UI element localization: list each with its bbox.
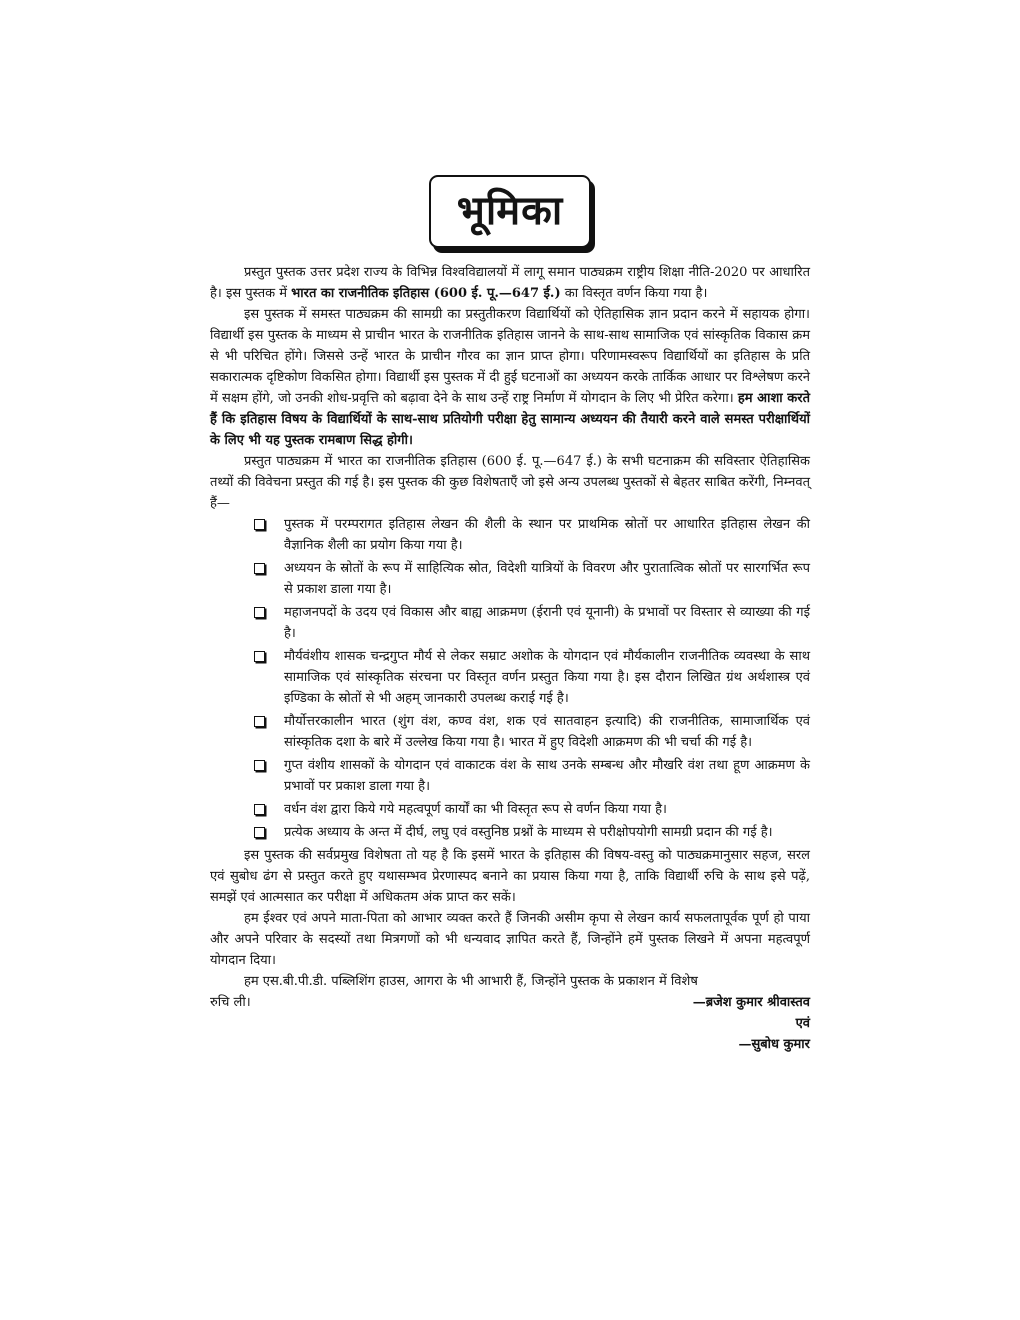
list-item: [284, 755, 810, 797]
closing-line-1: हम एस.बी.पी.डी. पब्लिशिंग हाउस, आगरा के भी आभारी हैं, जिन्होंने पुस्तक के प्रकाशन में विशेष: [244, 974, 698, 989]
conjunction-text: एवं: [795, 1016, 810, 1031]
list-item-text: वर्धन वंश द्वारा किये गये महत्वपूर्ण कार्यों का भी विस्तृत रूप से वर्णन किया गया है।: [284, 802, 667, 817]
list-item: [284, 514, 810, 556]
paragraph-5: हम ईश्वर एवं अपने माता-पिता को आभार व्यक्त करते हैं जिनकी असीम कृपा से लेखन कार्य सफलतापूर्वक पूर्ण हो पाया और अपने परिवार के सदस्यों तथा मित्रगणों को भी धन्यवाद ज्ञापित करते हैं, जिन्होंने हमें पुस्तक लिखने में अपना महत्वपूर्ण योगदान दिया।: [210, 911, 810, 968]
paragraph-1-bold: भारत का राजनीतिक इतिहास (600 ई. पू.—647 ई.): [291, 286, 561, 301]
checkbox-bullet-icon: [254, 607, 265, 618]
page-title: भूमिका: [456, 188, 564, 234]
title-wrapper: [0, 175, 1020, 248]
paragraph-3-text: प्रस्तुत पाठ्यक्रम में भारत का राजनीतिक इतिहास (600 ई. पू.—647 ई.) के सभी घटनाक्रम की सविस्तार ऐतिहासिक तथ्यों की विवेचना प्रस्तुत की गई है। इस पुस्तक की कुछ विशेषताएँ जो इसे अन्य उपलब्ध पुस्तकों से बेहतर साबित करेंगी, निम्नवत् हैं—: [210, 454, 810, 511]
list-item: [284, 558, 810, 600]
paragraph-1-after: का विस्तृत वर्णन किया गया है।: [560, 286, 708, 301]
paragraph-1-text: प्रस्तुत पुस्तक उत्तर प्रदेश राज्य के विभिन्न विश्वविद्यालयों में लागू समान पाठ्यक्रम राष्ट्रीय शिक्षा नीति-2020 पर आधारित है। इस पुस्तक में: [210, 265, 810, 301]
checkbox-bullet-icon: [254, 716, 265, 727]
checkbox-bullet-icon: [254, 651, 265, 662]
preface-body: [210, 262, 810, 1055]
checkbox-bullet-icon: [254, 563, 265, 574]
checkbox-bullet-icon: [254, 519, 265, 530]
checkbox-bullet-icon: [254, 760, 265, 771]
list-item: [284, 646, 810, 709]
paragraph-2-text: इस पुस्तक में समस्त पाठ्यक्रम की सामग्री का प्रस्तुतीकरण विद्यार्थियों को ऐतिहासिक ज्ञान प्रदान करने में सहायक होगा। विद्यार्थी इस पुस्तक के माध्यम से प्राचीन भारत के राजनीतिक इतिहास जानने के साथ-साथ सामाजिक एवं सांस्कृतिक विकास क्रम से भी परिचित होंगे। जिससे उन्हें भारत के प्राचीन गौरव का ज्ञान प्राप्त होगा। परिणामस्वरूप विद्यार्थियों का इतिहास के प्रति सकारात्मक दृष्टिकोण विकसित होगा। विद्यार्थी इस पुस्तक में दी हुई घटनाओं का अध्ययन करके तार्किक आधार पर विश्लेषण करने में सक्षम होंगे, जो उनकी शोध-प्रवृत्ति को बढ़ावा देने के साथ उन्हें राष्ट्र निर्माण में योगदान के लिए भी प्रेरित करेगा।: [210, 307, 810, 406]
author-2-signature: —सुबोध कुमार: [738, 1037, 810, 1052]
list-item-text: अध्ययन के स्रोतों के रूप में साहित्यिक स्रोत, विदेशी यात्रियों के विवरण और पुरातात्विक स्रोतों पर सारगर्भित रूप से प्रकाश डाला गया है।: [284, 561, 810, 597]
title-box: [429, 175, 591, 248]
checkbox-bullet-icon: [254, 827, 265, 838]
list-item: [284, 602, 810, 644]
paragraph-2: [210, 304, 810, 451]
list-item: [284, 799, 810, 820]
paragraph-4: इस पुस्तक की सर्वप्रमुख विशेषता तो यह है कि इसमें भारत के इतिहास की विषय-वस्तु को पाठ्यक्रमानुसार सहज, सरल एवं सुबोध ढंग से प्रस्तुत करते हुए यथासम्भव प्रेरणास्पद बनाने का प्रयास किया गया है, ताकि विद्यार्थी रुचि के साथ इसे पढ़ें, समझें एवं आत्मसात कर परीक्षा में अधिकतम अंक प्राप्त कर सकें।: [210, 848, 810, 905]
list-item: [284, 822, 810, 843]
list-item-text: महाजनपदों के उदय एवं विकास और बाह्य आक्रमण (ईरानी एवं यूनानी) के प्रभावों पर विस्तार से व्याख्या की गई है।: [284, 605, 810, 641]
list-item-text: मौर्यवंशीय शासक चन्द्रगुप्त मौर्य से लेकर सम्राट अशोक के योगदान एवं मौर्यकालीन राजनीतिक व्यवस्था के साथ सामाजिक एवं सांस्कृतिक संरचना पर विस्तृत वर्णन प्रस्तुत किया गया है। इस दौरान लिखित ग्रंथ अर्थशास्त्र एवं इण्डिका के स्रोतों से भी अहम् जानकारी उपलब्ध कराई गई है।: [284, 649, 810, 706]
paragraph-1: [210, 262, 810, 304]
list-item-text: मौर्योत्तरकालीन भारत (शुंग वंश, कण्व वंश, शक एवं सातवाहन इत्यादि) की राजनीतिक, सामाजार्थिक एवं सांस्कृतिक दशा के बारे में उल्लेख किया गया है। भारत में हुए विदेशी आक्रमण की भी चर्चा की गई है।: [284, 714, 810, 750]
list-item-text: गुप्त वंशीय शासकों के योगदान एवं वाकाटक वंश के साथ उनके सम्बन्ध और मौखरि वंश तथा हूण आक्रमण के प्रभावों पर प्रकाश डाला गया है।: [284, 758, 810, 794]
author-1-signature: —ब्रजेश कुमार श्रीवास्तव: [692, 995, 810, 1010]
closing-row: [210, 992, 810, 1013]
closing-line-2: रुचि ली।: [210, 995, 251, 1010]
features-list: [210, 514, 810, 843]
list-item: [284, 711, 810, 753]
list-item-text: पुस्तक में परम्परागत इतिहास लेखन की शैली के स्थान पर प्राथमिक स्रोतों पर आधारित इतिहास लेखन की वैज्ञानिक शैली का प्रयोग किया गया है।: [284, 517, 810, 553]
closing-block: [210, 971, 810, 1055]
checkbox-bullet-icon: [254, 804, 265, 815]
paragraph-3: [210, 451, 810, 514]
paragraph-2-bold: हम आशा करते हैं कि इतिहास विषय के विद्यार्थियों के साथ-साथ प्रतियोगी परीक्षा हेतु सामान्य अध्ययन की तैयारी करने वाले समस्त परीक्षार्थियों के लिए भी यह पुस्तक रामबाण सिद्ध होगी।: [210, 391, 810, 448]
list-item-text: प्रत्येक अध्याय के अन्त में दीर्घ, लघु एवं वस्तुनिष्ठ प्रश्नों के माध्यम से परीक्षोपयोगी सामग्री प्रदान की गई है।: [284, 825, 773, 840]
